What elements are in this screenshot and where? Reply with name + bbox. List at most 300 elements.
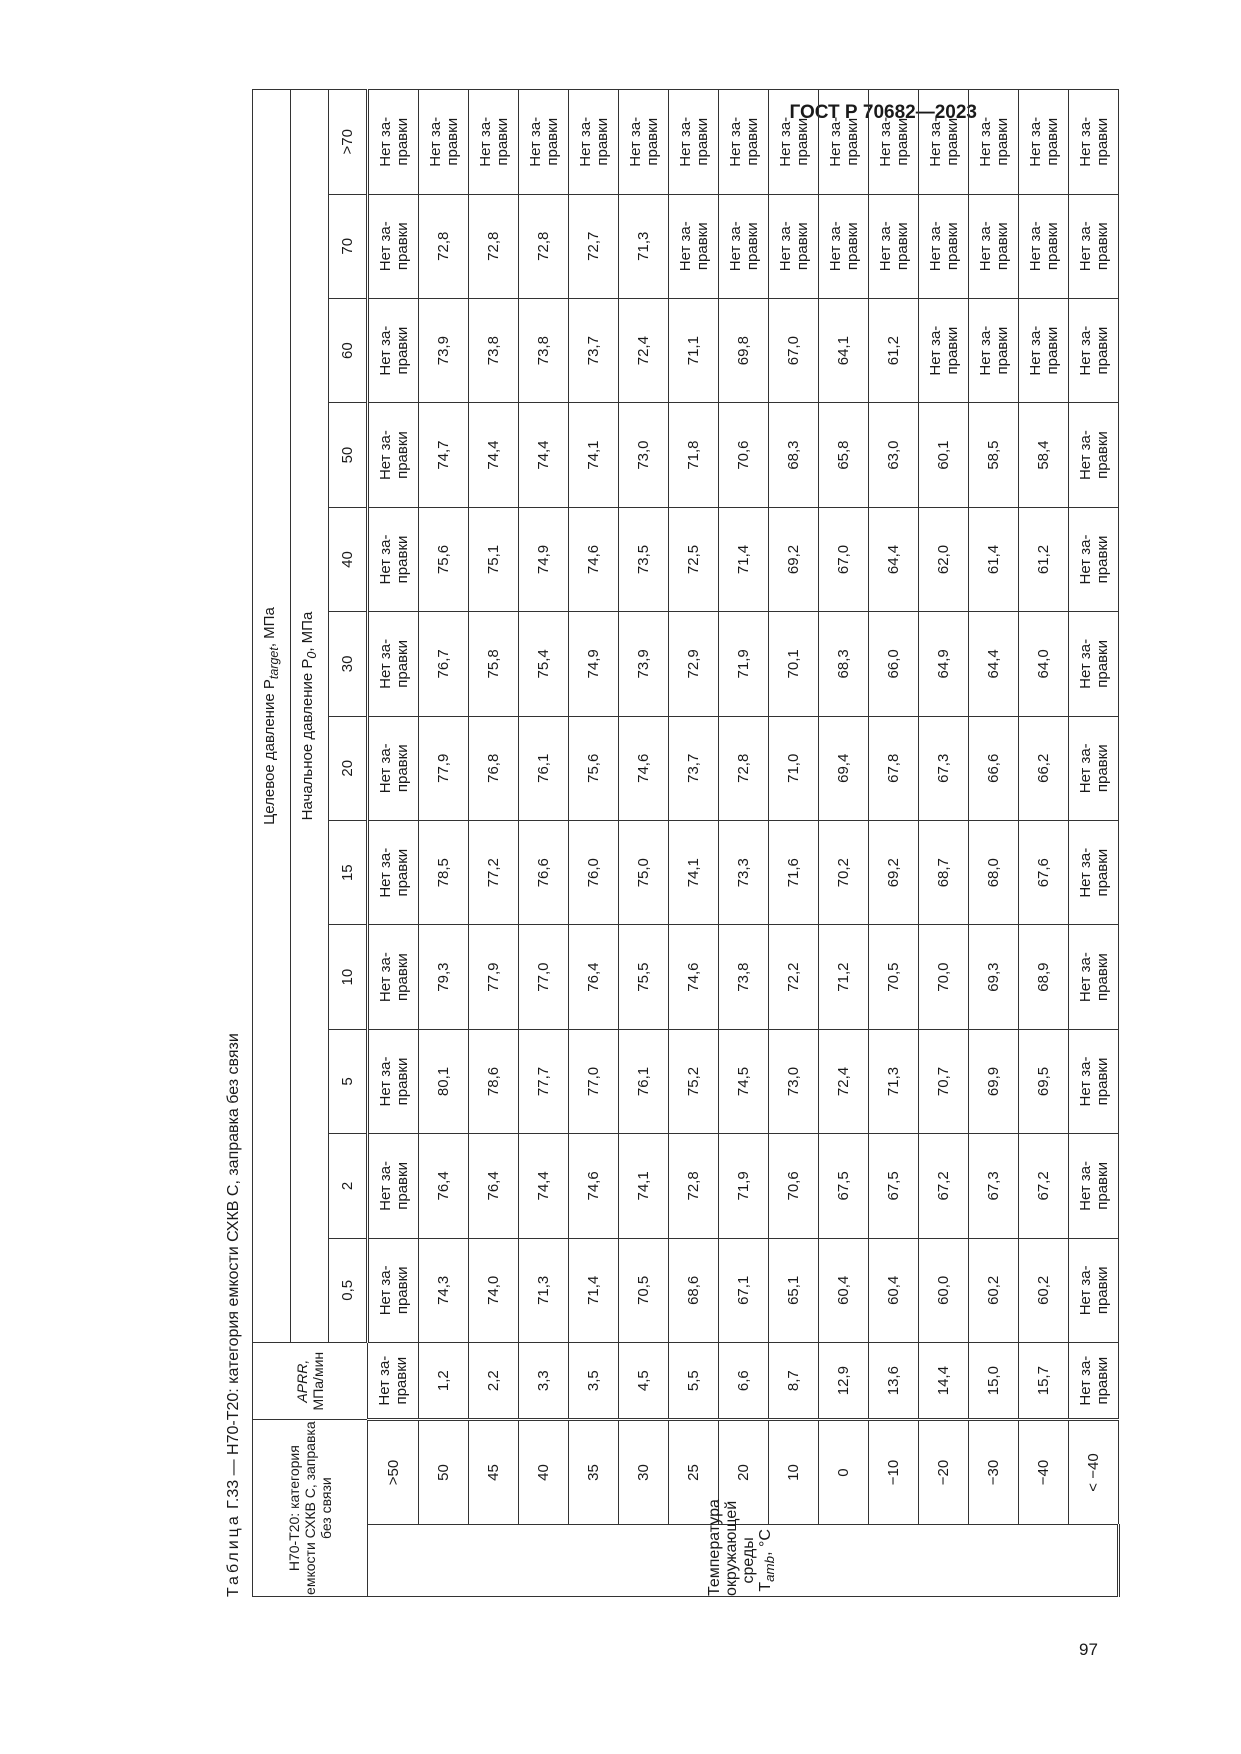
pressure-cell: 75,8 <box>469 612 519 716</box>
pressure-cell: 75,6 <box>569 716 619 820</box>
pressure-cell: 62,0 <box>919 507 969 611</box>
no-fill-line-2: правки <box>393 1266 411 1315</box>
no-fill-line-2: правки <box>793 222 811 271</box>
initial-pressure-value: 15 <box>329 820 368 924</box>
pressure-cell: 74,3 <box>419 1238 469 1342</box>
pressure-cell: 72,8 <box>669 1134 719 1238</box>
pressure-cell: 74,5 <box>719 1029 769 1133</box>
pressure-cell: 66,2 <box>1019 716 1069 820</box>
pressure-cell: 60,2 <box>1019 1238 1069 1342</box>
pressure-cell <box>769 194 819 298</box>
no-fill-line-1: Нет за- <box>976 116 994 167</box>
no-fill-line-1: Нет за- <box>776 221 794 272</box>
pressure-cell: 71,3 <box>869 1029 919 1133</box>
no-fill-line-1: Нет за- <box>1076 1056 1094 1107</box>
pressure-cell: 68,3 <box>769 403 819 507</box>
pressure-cell: 67,5 <box>869 1134 919 1238</box>
aprr-cell: 15,7 <box>1019 1343 1069 1420</box>
pressure-cell <box>669 194 719 298</box>
pressure-cell: 73,7 <box>569 298 619 402</box>
ambient-temperature-header <box>368 1499 1119 1596</box>
pressure-cell <box>1069 925 1119 1029</box>
pressure-cell: 74,1 <box>669 820 719 924</box>
temperature-cell: 35 <box>569 1420 619 1524</box>
no-fill-line-2: правки <box>843 117 861 166</box>
no-fill-line-2: правки <box>1093 640 1111 688</box>
table-row <box>419 90 469 1597</box>
pressure-cell: 72,2 <box>769 925 819 1029</box>
no-fill-line-2: правки <box>393 1356 410 1405</box>
no-fill-line-1: Нет за- <box>1076 743 1094 794</box>
pressure-cell: 73,3 <box>719 820 769 924</box>
no-fill-line-1: Нет за- <box>1076 1160 1094 1211</box>
pressure-cell: 73,0 <box>619 403 669 507</box>
no-fill-line-2: правки <box>793 117 811 166</box>
pressure-cell: 64,0 <box>1019 612 1069 716</box>
pressure-cell: 71,0 <box>769 716 819 820</box>
no-fill-line-1: Нет за- <box>676 221 694 272</box>
pressure-cell <box>368 820 419 924</box>
initial-pressure-value: 40 <box>329 507 368 611</box>
no-fill-line-1: Нет за- <box>826 116 844 167</box>
no-fill-line-1: Нет за- <box>976 221 994 272</box>
no-fill-line-1: Нет за- <box>376 1056 394 1107</box>
caption-text: Г.33 — Н70-Т20: категория емкости СХКВ С, заправка без связи <box>225 1033 242 1509</box>
pressure-cell <box>368 1029 419 1133</box>
pressure-cell <box>1069 820 1119 924</box>
no-fill-line-2: правки <box>393 326 411 375</box>
pressure-cell <box>919 90 969 195</box>
no-fill-line-1: Нет за- <box>376 325 394 376</box>
initial-pressure-value: 5 <box>329 1029 368 1133</box>
aprr-label: APRR, <box>294 1359 310 1403</box>
pressure-cell: 74,6 <box>669 925 719 1029</box>
no-fill-line-2: правки <box>393 1057 411 1106</box>
no-fill-line-1: Нет за- <box>376 221 394 272</box>
pressure-cell: 71,8 <box>669 403 719 507</box>
table-row <box>669 90 719 1597</box>
initial-pressure-value: 10 <box>329 925 368 1029</box>
temperature-cell: 50 <box>419 1420 469 1524</box>
temperature-cell: < −40 <box>1069 1420 1119 1524</box>
no-fill-line-2: правки <box>1093 222 1111 271</box>
pressure-cell: 77,0 <box>519 925 569 1029</box>
no-fill-line-1: Нет за- <box>376 743 394 794</box>
pressure-cell: 69,2 <box>769 507 819 611</box>
page-number: 97 <box>1079 1640 1098 1659</box>
table-row <box>769 90 819 1597</box>
no-fill-line-1: Нет за- <box>376 1160 394 1211</box>
pressure-cell <box>669 90 719 195</box>
pressure-cell: 71,4 <box>719 507 769 611</box>
temperature-cell: 0 <box>819 1420 869 1524</box>
pressure-cell: 73,7 <box>669 716 719 820</box>
pressure-cell: 61,4 <box>969 507 1019 611</box>
no-fill-line-2: правки <box>543 117 561 166</box>
aprr-cell: 2,2 <box>469 1343 519 1420</box>
pressure-cell: 70,5 <box>869 925 919 1029</box>
no-fill-line-2: правки <box>493 117 511 166</box>
target-pressure-header <box>253 90 291 1343</box>
table-row <box>819 90 869 1597</box>
document-standard-header: ГОСТ Р 70682—2023 <box>789 102 977 123</box>
pressure-cell: 71,9 <box>719 1134 769 1238</box>
pressure-cell: 70,5 <box>619 1238 669 1342</box>
temperature-cell: 10 <box>769 1420 819 1524</box>
initial-pressure-value: 20 <box>329 716 368 820</box>
temperature-cell: 25 <box>669 1420 719 1524</box>
pressure-cell: 74,4 <box>469 403 519 507</box>
pressure-cell: 73,8 <box>719 925 769 1029</box>
no-fill-line-2: правки <box>693 222 711 271</box>
no-fill-line-2: правки <box>393 222 411 271</box>
no-fill-line-1: Нет за- <box>626 116 644 167</box>
pressure-cell: 61,2 <box>1019 507 1069 611</box>
table-row <box>1019 90 1069 1597</box>
temp-unit: , °C <box>757 1529 775 1556</box>
pressure-cell <box>969 298 1019 402</box>
temperature-cell: 30 <box>619 1420 669 1524</box>
no-fill-line-1: Нет за- <box>426 116 444 167</box>
pressure-cell: 71,1 <box>669 298 719 402</box>
no-fill-line-2: правки <box>393 640 411 688</box>
pressure-cell <box>1019 194 1069 298</box>
pressure-cell <box>368 90 419 195</box>
initial-pressure-value: 60 <box>329 298 368 402</box>
no-fill-line-1: Нет за- <box>876 116 894 167</box>
pressure-cell <box>368 194 419 298</box>
pressure-cell <box>368 925 419 1029</box>
pressure-cell: 60,4 <box>819 1238 869 1342</box>
no-fill-line-1: Нет за- <box>826 221 844 272</box>
pressure-cell <box>469 90 519 195</box>
pressure-cell <box>569 90 619 195</box>
pressure-cell: 72,4 <box>619 298 669 402</box>
no-fill-line-2: правки <box>993 222 1011 271</box>
no-fill-line-1: Нет за- <box>376 847 394 898</box>
pressure-cell: 69,8 <box>719 298 769 402</box>
pressure-cell: 72,7 <box>569 194 619 298</box>
pressure-cell: 76,7 <box>419 612 469 716</box>
pressure-cell: 70,6 <box>719 403 769 507</box>
pressure-cell: 74,1 <box>569 403 619 507</box>
pressure-cell: 74,4 <box>519 1134 569 1238</box>
pressure-cell: 64,9 <box>919 612 969 716</box>
pressure-cell <box>1069 298 1119 402</box>
pressure-cell: 75,5 <box>619 925 669 1029</box>
pressure-cell: 77,9 <box>419 716 469 820</box>
pressure-cell: 67,2 <box>919 1134 969 1238</box>
pressure-cell: 76,1 <box>519 716 569 820</box>
pressure-cell: 67,0 <box>819 507 869 611</box>
pressure-cell: 70,7 <box>919 1029 969 1133</box>
no-fill-line-2: правки <box>393 848 411 897</box>
pressure-cell: 71,3 <box>619 194 669 298</box>
no-fill-line-2: правки <box>643 117 661 166</box>
pressure-cell: 76,4 <box>469 1134 519 1238</box>
no-fill-line-2: правки <box>393 1162 411 1210</box>
no-fill-line-1: Нет за- <box>376 1355 393 1406</box>
pressure-cell: 67,3 <box>969 1134 1019 1238</box>
aprr-cell: 14,4 <box>919 1343 969 1420</box>
pressure-cell: 72,8 <box>469 194 519 298</box>
pressure-cell: 65,1 <box>769 1238 819 1342</box>
pressure-cell: 76,1 <box>619 1029 669 1133</box>
pressure-cell: 73,8 <box>469 298 519 402</box>
pressure-cell <box>368 612 419 716</box>
pressure-cell: 71,2 <box>819 925 869 1029</box>
no-fill-line-1: Нет за- <box>476 116 494 167</box>
pressure-cell: 66,0 <box>869 612 919 716</box>
no-fill-line-2: правки <box>1093 431 1111 479</box>
no-fill-line-2: правки <box>993 117 1011 166</box>
aprr-cell: 15,0 <box>969 1343 1019 1420</box>
aprr-cell: 13,6 <box>869 1343 919 1420</box>
pressure-cell: 67,5 <box>819 1134 869 1238</box>
pressure-cell: 80,1 <box>419 1029 469 1133</box>
temperature-cell: −20 <box>919 1420 969 1524</box>
pressure-cell: 73,5 <box>619 507 669 611</box>
no-fill-line-2: правки <box>393 431 411 479</box>
no-fill-line-1: Нет за- <box>376 116 394 167</box>
pressure-cell <box>919 298 969 402</box>
rotated-table-area <box>218 89 1140 1597</box>
no-fill-line-2: правки <box>943 117 961 166</box>
pressure-cell <box>368 1238 419 1342</box>
no-fill-line-1: Нет за- <box>926 116 944 167</box>
pressure-cell: 72,8 <box>419 194 469 298</box>
no-fill-line-2: правки <box>743 222 761 271</box>
pressure-cell: 75,2 <box>669 1029 719 1133</box>
pressure-cell: 68,7 <box>919 820 969 924</box>
no-fill-line-2: правки <box>1093 326 1111 375</box>
temperature-cell: 40 <box>519 1420 569 1524</box>
pressure-cell: 76,4 <box>569 925 619 1029</box>
pressure-cell: 69,3 <box>969 925 1019 1029</box>
initial-pressure-value: 50 <box>329 403 368 507</box>
pressure-cell: 76,6 <box>519 820 569 924</box>
no-fill-line-1: Нет за- <box>526 116 544 167</box>
aprr-cell <box>368 1343 419 1420</box>
no-fill-line-2: правки <box>1043 326 1061 375</box>
no-fill-line-2: правки <box>1093 1266 1111 1315</box>
pressure-cell <box>819 194 869 298</box>
pressure-cell <box>419 90 469 195</box>
pressure-cell: 74,6 <box>569 507 619 611</box>
no-fill-line-2: правки <box>393 953 411 1001</box>
pressure-cell <box>969 90 1019 195</box>
no-fill-line-1: Нет за- <box>1076 847 1094 898</box>
no-fill-line-2: правки <box>1093 1356 1111 1405</box>
pressure-cell <box>1069 1238 1119 1342</box>
corner-header: Н70-Т20: категория емкости СХКВ С, заправка без связи <box>253 1420 368 1597</box>
pressure-cell <box>368 716 419 820</box>
pressure-cell: 60,4 <box>869 1238 919 1342</box>
pressure-cell: 78,5 <box>419 820 469 924</box>
no-fill-line-2: правки <box>593 117 611 166</box>
no-fill-line-2: правки <box>443 117 461 166</box>
temperature-cell: −40 <box>1019 1420 1069 1524</box>
initial-label: Начальное давление P <box>298 658 316 821</box>
pressure-cell: 76,4 <box>419 1134 469 1238</box>
pressure-cell <box>1069 507 1119 611</box>
caption-label: Таблица <box>225 1513 242 1597</box>
table-row <box>368 90 419 1597</box>
aprr-cell: 3,3 <box>519 1343 569 1420</box>
no-fill-line-1: Нет за- <box>1076 325 1094 376</box>
pressure-cell: 74,4 <box>519 403 569 507</box>
aprr-cell: 5,5 <box>669 1343 719 1420</box>
pressure-cell: 79,3 <box>419 925 469 1029</box>
pressure-cell <box>919 194 969 298</box>
no-fill-line-1: Нет за- <box>726 221 744 272</box>
pressure-cell <box>1069 403 1119 507</box>
no-fill-line-2: правки <box>743 117 761 166</box>
pressure-cell <box>1069 716 1119 820</box>
pressure-cell: 58,4 <box>1019 403 1069 507</box>
pressure-cell: 73,8 <box>519 298 569 402</box>
no-fill-line-1: Нет за- <box>926 325 944 376</box>
no-fill-line-2: правки <box>693 117 711 166</box>
no-fill-line-2: правки <box>393 744 411 793</box>
no-fill-line-1: Нет за- <box>726 116 744 167</box>
pressure-cell: 68,0 <box>969 820 1019 924</box>
no-fill-line-1: Нет за- <box>576 116 594 167</box>
pressure-cell <box>1019 298 1069 402</box>
table-row <box>519 90 569 1597</box>
initial-pressure-value: >70 <box>329 90 368 195</box>
pressure-cell: 69,9 <box>969 1029 1019 1133</box>
pressure-cell: 72,9 <box>669 612 719 716</box>
pressure-table <box>252 89 1120 1597</box>
no-fill-line-1: Нет за- <box>1026 221 1044 272</box>
table-row <box>869 90 919 1597</box>
pressure-cell: 71,3 <box>519 1238 569 1342</box>
pressure-cell: 66,6 <box>969 716 1019 820</box>
target-label: Целевое давление P <box>260 679 278 825</box>
pressure-cell: 65,8 <box>819 403 869 507</box>
pressure-cell: 68,6 <box>669 1238 719 1342</box>
target-sub: target <box>266 647 281 680</box>
no-fill-line-1: Нет за- <box>1076 952 1094 1003</box>
no-fill-line-1: Нет за- <box>376 1265 394 1316</box>
no-fill-line-2: правки <box>393 117 411 166</box>
pressure-cell: 67,2 <box>1019 1134 1069 1238</box>
initial-pressure-value: 2 <box>329 1134 368 1238</box>
pressure-cell <box>819 90 869 195</box>
pressure-cell <box>719 194 769 298</box>
pressure-cell <box>1069 1134 1119 1238</box>
pressure-cell: 69,4 <box>819 716 869 820</box>
table-row <box>719 90 769 1597</box>
no-fill-line-2: правки <box>393 535 411 584</box>
no-fill-line-1: Нет за- <box>1076 221 1094 272</box>
no-fill-line-2: правки <box>893 117 911 166</box>
no-fill-line-1: Нет за- <box>776 116 794 167</box>
pressure-cell <box>368 298 419 402</box>
aprr-cell: 6,6 <box>719 1343 769 1420</box>
aprr-header <box>253 1343 368 1420</box>
pressure-cell: 77,2 <box>469 820 519 924</box>
aprr-unit: МПа/мин <box>310 1351 326 1411</box>
no-fill-line-1: Нет за- <box>876 221 894 272</box>
no-fill-line-2: правки <box>1093 1057 1111 1106</box>
no-fill-line-1: Нет за- <box>1076 1355 1094 1406</box>
pressure-cell: 71,9 <box>719 612 769 716</box>
pressure-cell <box>619 90 669 195</box>
pressure-cell: 72,8 <box>519 194 569 298</box>
no-fill-line-1: Нет за- <box>1076 430 1094 481</box>
no-fill-line-1: Нет за- <box>1026 325 1044 376</box>
initial-pressure-header <box>291 90 329 1343</box>
pressure-cell <box>1069 1029 1119 1133</box>
no-fill-line-2: правки <box>843 222 861 271</box>
no-fill-line-2: правки <box>993 326 1011 375</box>
no-fill-line-1: Нет за- <box>926 221 944 272</box>
no-fill-line-2: правки <box>943 222 961 271</box>
pressure-cell: 60,1 <box>919 403 969 507</box>
pressure-cell <box>969 194 1019 298</box>
pressure-cell: 75,6 <box>419 507 469 611</box>
pressure-cell: 68,9 <box>1019 925 1069 1029</box>
pressure-cell: 67,6 <box>1019 820 1069 924</box>
no-fill-line-1: Нет за- <box>376 638 394 689</box>
pressure-cell: 64,4 <box>969 612 1019 716</box>
table-row <box>919 90 969 1597</box>
initial-sub: 0 <box>304 651 319 659</box>
pressure-cell: 70,2 <box>819 820 869 924</box>
pressure-cell: 61,2 <box>869 298 919 402</box>
pressure-cell <box>869 90 919 195</box>
pressure-cell: 67,8 <box>869 716 919 820</box>
no-fill-line-2: правки <box>1093 117 1111 166</box>
aprr-cell: 4,5 <box>619 1343 669 1420</box>
pressure-cell <box>1069 612 1119 716</box>
pressure-cell: 75,1 <box>469 507 519 611</box>
no-fill-line-2: правки <box>1093 744 1111 793</box>
no-fill-line-1: Нет за- <box>376 534 394 585</box>
no-fill-line-2: правки <box>943 326 961 375</box>
temp-label: Температура окружающей среды T <box>706 1499 775 1596</box>
pressure-cell: 77,9 <box>469 925 519 1029</box>
no-fill-line-2: правки <box>893 222 911 271</box>
no-fill-line-2: правки <box>1043 222 1061 271</box>
pressure-cell: 76,8 <box>469 716 519 820</box>
pressure-cell <box>519 90 569 195</box>
pressure-cell <box>368 1134 419 1238</box>
pressure-cell: 67,1 <box>719 1238 769 1342</box>
initial-pressure-value: 30 <box>329 612 368 716</box>
temp-sub: amb <box>762 1555 778 1582</box>
pressure-cell <box>869 194 919 298</box>
no-fill-line-1: Нет за- <box>1076 534 1094 585</box>
no-fill-line-2: правки <box>1093 1162 1111 1210</box>
pressure-cell: 78,6 <box>469 1029 519 1133</box>
no-fill-line-2: правки <box>1093 953 1111 1001</box>
pressure-cell: 75,4 <box>519 612 569 716</box>
aprr-cell: 12,9 <box>819 1343 869 1420</box>
pressure-cell: 60,0 <box>919 1238 969 1342</box>
pressure-cell: 72,5 <box>669 507 719 611</box>
pressure-cell: 77,7 <box>519 1029 569 1133</box>
pressure-cell: 74,0 <box>469 1238 519 1342</box>
temperature-cell: 20 <box>719 1420 769 1524</box>
pressure-cell: 60,2 <box>969 1238 1019 1342</box>
table-row <box>619 90 669 1597</box>
no-fill-line-2: правки <box>1093 848 1111 897</box>
table-row <box>1069 90 1119 1597</box>
pressure-cell <box>719 90 769 195</box>
